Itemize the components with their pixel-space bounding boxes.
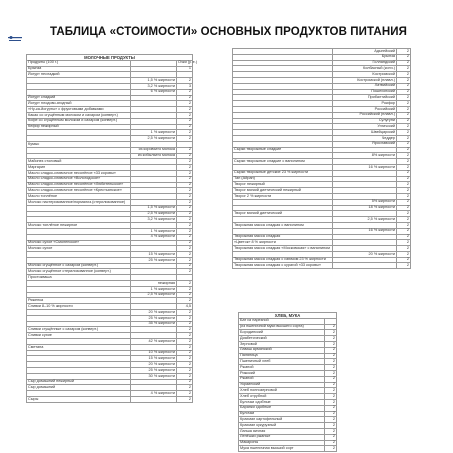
product-variant-cell: Сулугуни (333, 118, 397, 124)
product-name-cell: Лаваш армянский (239, 347, 325, 353)
points-value-cell: 4,5 (177, 304, 193, 310)
product-variant-cell: 1,5 % жирности (131, 205, 177, 211)
product-name-cell: Ржаной (239, 376, 325, 382)
product-variant-cell: Российский (плавл.) (333, 112, 397, 118)
product-name-cell: Маргарин (27, 165, 131, 171)
points-value-cell: 2 (397, 251, 411, 257)
product-variant-cell: 4 % жирности (131, 391, 177, 397)
product-name-cell: Молоко сухое «Смоленское» (27, 240, 131, 246)
points-value-cell: 2 (397, 228, 411, 234)
product-variant-cell: Голландский (333, 60, 397, 66)
points-value-cell: 2 (397, 89, 411, 95)
points-value-cell: 2 (177, 327, 193, 333)
points-value-cell: 2 (177, 315, 193, 321)
points-value-cell: 2 (177, 240, 193, 246)
points-value-cell: 2 (325, 394, 337, 400)
product-name-cell: Рижский (239, 370, 325, 376)
page-title: ТАБЛИЦА «СТОИМОСТИ» ОСНОВНЫХ ПРОДУКТОВ ПИТАНИЯ (50, 26, 407, 38)
points-value-cell: 2 (397, 246, 411, 252)
points-value-cell: 2 (325, 428, 337, 434)
points-value-cell: 2 (325, 399, 337, 405)
points-value-cell: 2 (325, 336, 337, 342)
points-value-cell: 2 (397, 217, 411, 223)
product-name-cell: Брынза (27, 66, 131, 72)
product-name-cell: Украинский (239, 382, 325, 388)
product-name-cell: Масло сладко-сливочное несолёное «33 коровы» (27, 170, 131, 176)
product-name-cell: Ряженка (27, 298, 131, 304)
points-value-cell: 2 (177, 269, 193, 275)
product-variant-cell: 1 % жирности (131, 130, 177, 136)
table-row (239, 446, 337, 452)
points-value-cell: 2 (177, 286, 193, 292)
points-value-cell: 2 (325, 440, 337, 446)
points-value-cell: 2 (177, 257, 193, 263)
product-variant-cell: 2,5 % жирности (131, 136, 177, 142)
points-value-cell: 2 (177, 182, 193, 188)
points-value-cell: 2 (325, 353, 337, 359)
product-name-cell: Творожная масса сладкая с изюмом 23 % жирности (233, 257, 333, 263)
product-variant-cell: 20 % жирности (333, 251, 397, 257)
points-value-cell: 2 (397, 106, 411, 112)
points-value-cell: 2 (177, 234, 193, 240)
publisher-logo-icon (8, 34, 22, 44)
points-value-cell: 2 (397, 205, 411, 211)
cheese-table (232, 48, 411, 269)
points-value-cell: 2 (177, 194, 193, 200)
product-variant-cell: 35 % жирности (131, 321, 177, 327)
points-value-cell: 2 (397, 66, 411, 72)
product-name-cell: Сливки 8–10 % жирности (27, 304, 131, 310)
product-variant-cell: 4 % жирности (131, 234, 177, 240)
points-value-cell: 2 (177, 112, 193, 118)
product-name-cell: Сыр домашний (27, 385, 131, 391)
product-name-cell: Сыры (27, 397, 131, 403)
product-name-cell: Творог нежирный (233, 182, 333, 188)
points-value-cell: 2 (177, 147, 193, 153)
product-name-cell: Творожная масса сладкая «Московская» с ванилином (233, 246, 333, 252)
product-variant-cell: 42 % жирности (131, 339, 177, 345)
product-variant-cell: Российский (333, 106, 397, 112)
table-header: ХЛЕБ, МУКА (239, 313, 337, 319)
points-value-cell: 2 (397, 176, 411, 182)
points-value-cell: 2 (177, 368, 193, 374)
product-name-cell: Молоко пастеризованное/нормализ.(стерилизованное) (27, 199, 131, 205)
product-variant-cell: нежирная (131, 281, 177, 287)
points-value-cell: 2 (325, 382, 337, 388)
points-value-cell: 2 (177, 298, 193, 304)
points-value-cell: 2 (325, 417, 337, 423)
product-variant-cell (333, 263, 397, 269)
points-value-cell: 1 (177, 66, 193, 72)
product-name-cell: Творожная масса сладкая (233, 234, 333, 240)
points-value-cell: 2 (177, 165, 193, 171)
product-variant-cell: Латвийский (333, 83, 397, 89)
points-value-cell: 2 (177, 107, 193, 113)
points-value-cell: 2 (177, 217, 193, 223)
points-value-cell: 2 (397, 222, 411, 228)
points-value-cell: 2 (325, 388, 337, 394)
product-name-cell: «Цветок» 8 % жирности (233, 240, 333, 246)
product-name-cell: Тан (Айран) (233, 176, 333, 182)
points-value-cell: 3 (177, 83, 193, 89)
product-name-cell: Масло сладко-сливочное «Вологодское» (27, 176, 131, 182)
table-row (27, 397, 193, 403)
points-value-cell: 2 (177, 199, 193, 205)
product-variant-cell: из коровьего молока (131, 147, 177, 153)
product-name-cell: Сыр домашний нежирный (27, 379, 131, 385)
product-name-cell: Творог мягкий диетический (233, 211, 333, 217)
product-variant-cell: Колбасный (копч.) (333, 66, 397, 72)
product-name-cell: Сырки творожные сладкие (233, 147, 333, 153)
product-name-cell: Майонез столовый (27, 159, 131, 165)
points-value-cell: 2 (397, 182, 411, 188)
points-value-cell: 2 (397, 211, 411, 217)
product-name-cell: Крахмал картофельный (239, 417, 325, 423)
product-variant-cell: 20 % жирности (131, 362, 177, 368)
points-value-cell: 2 (177, 205, 193, 211)
points-value-cell: 2 (325, 359, 337, 365)
product-name-cell: Ржаной (239, 365, 325, 371)
points-value-cell: 2 (177, 228, 193, 234)
product-name-cell: Сырки творожные детские 23 % жирности (233, 170, 333, 176)
product-name-cell: Лепёшки ржаные (239, 434, 325, 440)
product-name-cell: Йогурт плодово-ягодный (27, 101, 131, 107)
points-value-cell: 2 (397, 118, 411, 124)
points-value-cell: 2 (177, 292, 193, 298)
product-name-cell: Лапша яичная (239, 428, 325, 434)
product-variant-cell: 6 % жирности (131, 89, 177, 95)
points-value-cell: 2 (177, 373, 193, 379)
points-value-cell: 2 (397, 234, 411, 240)
product-name-cell: Макароны (239, 440, 325, 446)
product-variant-cell: 20 % жирности (131, 310, 177, 316)
product-name-cell: Кумыс (27, 141, 131, 147)
product-name-cell: Творожная масса сладкая с ванилином (233, 222, 333, 228)
points-value-cell: 2 (177, 321, 193, 327)
points-value-cell: 2 (397, 188, 411, 194)
points-value-cell: 2 (177, 350, 193, 356)
points-value-cell: 2 (397, 95, 411, 101)
product-name-cell: Йогурт сладкий (27, 95, 131, 101)
table-row (233, 263, 411, 269)
product-name-cell: Молоко сгущённое стерилизованное (конверт.) (27, 269, 131, 275)
bread-table (238, 312, 337, 452)
product-name-cell: Сырки творожные сладкие с ванилином (233, 159, 333, 165)
points-value-cell: 2 (177, 379, 193, 385)
points-value-cell: 2 (177, 159, 193, 165)
product-name-cell: Какао со сгущённым молоком и сахаром (конверт.) (27, 112, 131, 118)
product-variant-cell: Рокфор (333, 101, 397, 107)
product-name-cell: Молоко сгущённое с сахаром (конверт.) (27, 263, 131, 269)
points-value-cell: 2 (177, 310, 193, 316)
product-name-cell: Творог 2 % жирности (233, 193, 333, 199)
product-variant-cell: 5% жирности (333, 199, 397, 205)
product-variant-cell: 18 % жирности (333, 205, 397, 211)
product-name-cell: Творог мягкий диетический нежирный (233, 188, 333, 194)
points-value-cell: 2 (397, 135, 411, 141)
product-name-cell: Сметана (27, 344, 131, 350)
product-variant-cell: 1,5 % жирности (131, 78, 177, 84)
product-name-cell: Булочки сдобные (239, 399, 325, 405)
product-variant-cell: 2,5 % жирности (131, 292, 177, 298)
product-variant-cell: 30 % жирности (131, 373, 177, 379)
product-variant-cell: Прибалтийский (333, 95, 397, 101)
product-variant-cell: 3,2 % жирности (131, 217, 177, 223)
product-variant-cell: 2,5 % жирности (131, 211, 177, 217)
points-value-cell: 2 (397, 153, 411, 159)
product-variant-cell: 16 % жирности (333, 228, 397, 234)
points-value-cell: 2 (397, 112, 411, 118)
points-value-cell: 2 (397, 263, 411, 269)
points-value-cell: 2 (177, 78, 193, 84)
product-name-cell: Кофе со сгущённым молоком и сахаром (конверт.) (27, 118, 131, 124)
points-value-cell: 2 (397, 141, 411, 147)
points-value-cell: 2 (177, 333, 193, 339)
product-variant-cell: 25 % жирности (131, 368, 177, 374)
points-value-cell: 2 (177, 263, 193, 269)
points-value-cell: 2 (177, 211, 193, 217)
product-variant-cell: Брынза (333, 54, 397, 60)
points-value-cell: Очки (у. е.) (178, 60, 198, 65)
points-value-cell: 2 (325, 347, 337, 353)
points-value-cell: 2 (325, 330, 337, 336)
points-value-cell: 2 (325, 370, 337, 376)
product-variant-cell: Швейцарский (333, 130, 397, 136)
points-value-cell: 2 (177, 339, 193, 345)
product-name-cell: Сливки сгущённые с сахаром (конверт.) (27, 327, 131, 333)
points-value-cell: 2 (177, 223, 193, 229)
product-name-cell: Продукты (100 г.) (27, 60, 131, 66)
product-name-cell: Хлеб отрубной (239, 394, 325, 400)
points-value-cell: 2 (177, 118, 193, 124)
points-value-cell: 2 (397, 60, 411, 66)
points-value-cell: 2 (177, 344, 193, 350)
product-name-cell: Мука пшеничная высший сорт (239, 446, 325, 452)
product-name-cell: Хлеб полнозерновой (239, 388, 325, 394)
table-header: МОЛОЧНЫЕ ПРОДУКТЫ (27, 55, 193, 61)
points-value-cell: 2 (177, 188, 193, 194)
points-value-cell: 2 (397, 257, 411, 263)
product-name-cell: Паляница (239, 353, 325, 359)
product-variant-cell: из кобыльего молока (131, 153, 177, 159)
points-value-cell: 2 (177, 397, 193, 403)
product-name-cell: Булочки (239, 411, 325, 417)
points-value-cell: 2 (397, 72, 411, 78)
points-value-cell: 2 (397, 130, 411, 136)
product-variant-cell: 15 % жирности (131, 356, 177, 362)
points-value-cell: 2 (177, 101, 193, 107)
product-name-cell: Диабетический (239, 336, 325, 342)
points-value-cell: 2 (177, 170, 193, 176)
product-variant-cell: 8% жирности (333, 153, 397, 159)
points-value-cell: 2 (177, 356, 193, 362)
points-value-cell: 2 (397, 159, 411, 165)
points-value-cell: 2 (325, 365, 337, 371)
points-value-cell: 2 (397, 49, 411, 55)
product-variant-cell: Костромской (плавл.) (333, 77, 397, 83)
points-value-cell: 2 (325, 376, 337, 382)
points-value-cell: 2 (397, 164, 411, 170)
points-value-cell: 2 (397, 54, 411, 60)
product-name-cell: Крахмал кукурузный (239, 423, 325, 429)
product-name-cell: Простокваша (27, 275, 131, 281)
points-value-cell: 2 (177, 176, 193, 182)
points-value-cell: 2 (397, 240, 411, 246)
points-value-cell: 2 (325, 446, 337, 452)
points-value-cell: 2 (177, 89, 193, 95)
points-value-cell: 2 (177, 130, 193, 136)
points-value-cell: 2 (177, 391, 193, 397)
points-value-cell: 2 (177, 136, 193, 142)
product-name-cell: Масло сладко-сливочное несолёное «Любительское» (27, 182, 131, 188)
product-variant-cell: 3,2 % жирности (131, 83, 177, 89)
points-value-cell: 2 (325, 324, 337, 330)
points-value-cell: 2 (325, 411, 337, 417)
points-value-cell: 2 (177, 281, 193, 287)
points-value-cell: 2 (397, 199, 411, 205)
product-variant-cell: 15 % жирности (131, 252, 177, 258)
points-value-cell: 2 (177, 246, 193, 252)
points-value-cell: 2 (397, 170, 411, 176)
points-value-cell: 2 (177, 385, 193, 391)
points-value-cell: 2 (325, 405, 337, 411)
points-value-cell: 2 (397, 101, 411, 107)
product-variant-cell: 10 % жирности (131, 350, 177, 356)
points-value-cell: 2 (325, 423, 337, 429)
product-name-cell: Пшеничный хлеб (239, 359, 325, 365)
product-variant-cell: 1 % жирности (131, 286, 177, 292)
product-variant-cell: 16 % жирности (333, 164, 397, 170)
product-variant-cell: Чеддер (333, 135, 397, 141)
product-name-cell: Бат из нарезной (239, 318, 325, 324)
product-name-cell: Сливки сухие (27, 333, 131, 339)
points-value-cell: 2 (397, 124, 411, 130)
product-variant-cell: Адыгейский (333, 49, 397, 55)
product-variant-cell: 1 % жирности (131, 228, 177, 234)
product-variant-cell (131, 397, 177, 403)
points-value-cell: 2 (177, 362, 193, 368)
points-value-cell: 2 (325, 341, 337, 347)
points-value-cell: 2 (177, 153, 193, 159)
product-name-cell: Молоко сухое (27, 246, 131, 252)
product-name-cell: Масло сладко-сливочное несолёное «Крестьянское» (27, 188, 131, 194)
points-value-cell: 2 (177, 252, 193, 258)
points-value-cell: 2 (397, 193, 411, 199)
points-value-cell: 2 (177, 124, 193, 130)
product-name-cell: Баранки сдобные (239, 405, 325, 411)
points-value-cell: 2 (397, 77, 411, 83)
product-name-cell: «Ну-ка-йогурты» с фруктовыми добавками (27, 107, 131, 113)
points-value-cell: 2 (397, 83, 411, 89)
product-name-cell: Молоко топлёное нежирное (27, 223, 131, 229)
points-value-cell: 2 (397, 147, 411, 153)
product-name-cell: Йогурт несладкий (27, 72, 131, 78)
dairy-table (26, 54, 198, 403)
product-name-cell: (из пшеничной муки высшего сорта) (239, 324, 325, 330)
product-variant-cell: Угличский (333, 124, 397, 130)
points-value-cell: 2 (325, 434, 337, 440)
product-variant-cell: Пошехонский (333, 89, 397, 95)
product-variant-cell: 25 % жирности (131, 315, 177, 321)
product-variant-cell: Ярославский (333, 141, 397, 147)
product-name-cell: Масло топлёное (27, 194, 131, 200)
product-name-cell: Бородинский (239, 330, 325, 336)
points-value-cell: 2 (177, 95, 193, 101)
product-name-cell: Творожная масса сладкая с курагой «33 коровы» (233, 263, 333, 269)
product-name-cell: Зерновой (239, 341, 325, 347)
product-variant-cell: 25 % жирности (131, 257, 177, 263)
product-variant-cell: Костромской (333, 72, 397, 78)
product-name-cell: Кефир нежирный (27, 124, 131, 130)
product-variant-cell: 2,5 % жирности (333, 217, 397, 223)
